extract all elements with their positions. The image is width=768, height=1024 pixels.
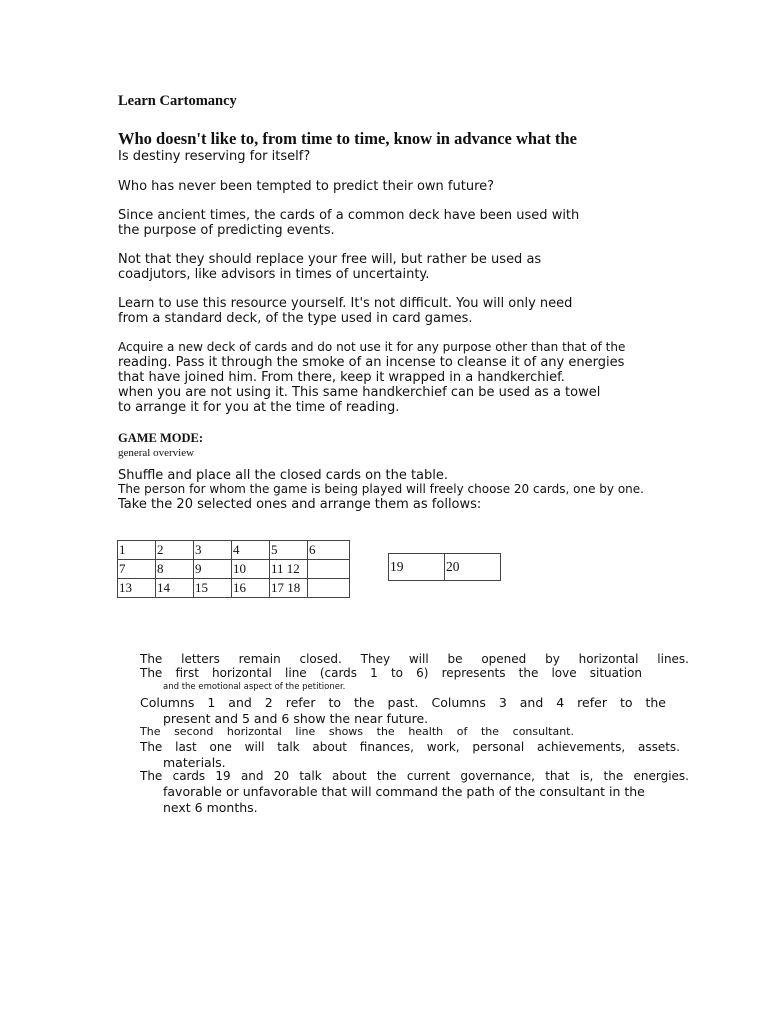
explanation-line: materials.	[163, 755, 226, 770]
table-cell: 11 12	[270, 560, 308, 579]
table-row	[118, 579, 350, 598]
intro-line: coadjutors, like advisors in times of uncertainty.	[118, 267, 430, 282]
explanation-line: The first horizontal line (cards 1 to 6) represents the love situation	[140, 666, 642, 680]
table-cell	[308, 560, 350, 579]
explanation-line: The cards 19 and 20 talk about the current governance, that is, the energies.	[140, 769, 689, 783]
table-row	[118, 560, 350, 579]
intro-line: from a standard deck, of the type used in card games.	[118, 311, 473, 326]
card-layout-table	[117, 540, 350, 598]
table-row	[389, 554, 501, 581]
table-cell: 17 18	[270, 579, 308, 598]
table-cell: 20	[445, 554, 501, 581]
explanation-line: and the emotional aspect of the petitioner.	[163, 682, 346, 692]
explanation-line: present and 5 and 6 show the near future.	[163, 711, 429, 726]
table-cell: 9	[194, 560, 232, 579]
explanation-line: The last one will talk about finances, work, personal achievements, assets.	[140, 740, 680, 754]
table-cell	[308, 579, 350, 598]
intro-line: reading. Pass it through the smoke of an incense to cleanse it of any energies	[118, 355, 625, 370]
intro-line: to arrange it for you at the time of reading.	[118, 400, 400, 415]
intro-line: Acquire a new deck of cards and do not use it for any purpose other than that of the	[118, 340, 626, 354]
table-cell: 1	[118, 541, 156, 560]
game-mode-line: The person for whom the game is being played will freely choose 20 cards, one by one.	[118, 482, 644, 496]
table-cell: 14	[156, 579, 194, 598]
table-cell: 4	[232, 541, 270, 560]
explanation-line: The letters remain closed. They will be opened by horizontal lines.	[140, 652, 689, 666]
intro-line: the purpose of predicting events.	[118, 223, 335, 238]
table-cell: 13	[118, 579, 156, 598]
table-row	[118, 541, 350, 560]
intro-line: Since ancient times, the cards of a common deck have been used with	[118, 208, 580, 223]
intro-line: Who has never been tempted to predict their own future?	[118, 179, 495, 194]
table-cell: 8	[156, 560, 194, 579]
game-mode-heading: GAME MODE:	[118, 431, 204, 445]
table-cell: 3	[194, 541, 232, 560]
intro-line: Learn to use this resource yourself. It's not difficult. You will only need	[118, 296, 573, 311]
explanation-line: next 6 months.	[163, 800, 258, 815]
intro-line: when you are not using it. This same handkerchief can be used as a towel	[118, 385, 601, 400]
table-cell: 5	[270, 541, 308, 560]
extra-cards-table	[388, 553, 501, 581]
table-cell: 2	[156, 541, 194, 560]
headline: Who doesn't like to, from time to time, know in advance what the	[118, 129, 577, 148]
intro-line: Not that they should replace your free will, but rather be used as	[118, 252, 542, 267]
table-cell: 19	[389, 554, 445, 581]
table-cell: 6	[308, 541, 350, 560]
explanation-line: favorable or unfavorable that will command the path of the consultant in the	[163, 784, 645, 799]
explanation-line: Columns 1 and 2 refer to the past. Columns 3 and 4 refer to the	[140, 695, 666, 710]
game-mode-line: Shuffle and place all the closed cards on the table.	[118, 468, 449, 483]
game-mode-subheading: general overview	[118, 447, 195, 459]
game-mode-line: Take the 20 selected ones and arrange them as follows:	[118, 497, 482, 512]
table-cell: 10	[232, 560, 270, 579]
intro-line: Is destiny reserving for itself?	[118, 149, 311, 164]
table-cell: 16	[232, 579, 270, 598]
document-title: Learn Cartomancy	[118, 93, 237, 109]
explanation-line: The second horizontal line shows the health of the consultant.	[140, 725, 574, 738]
table-cell: 7	[118, 560, 156, 579]
table-cell: 15	[194, 579, 232, 598]
intro-line: that have joined him. From there, keep it wrapped in a handkerchief.	[118, 370, 565, 385]
